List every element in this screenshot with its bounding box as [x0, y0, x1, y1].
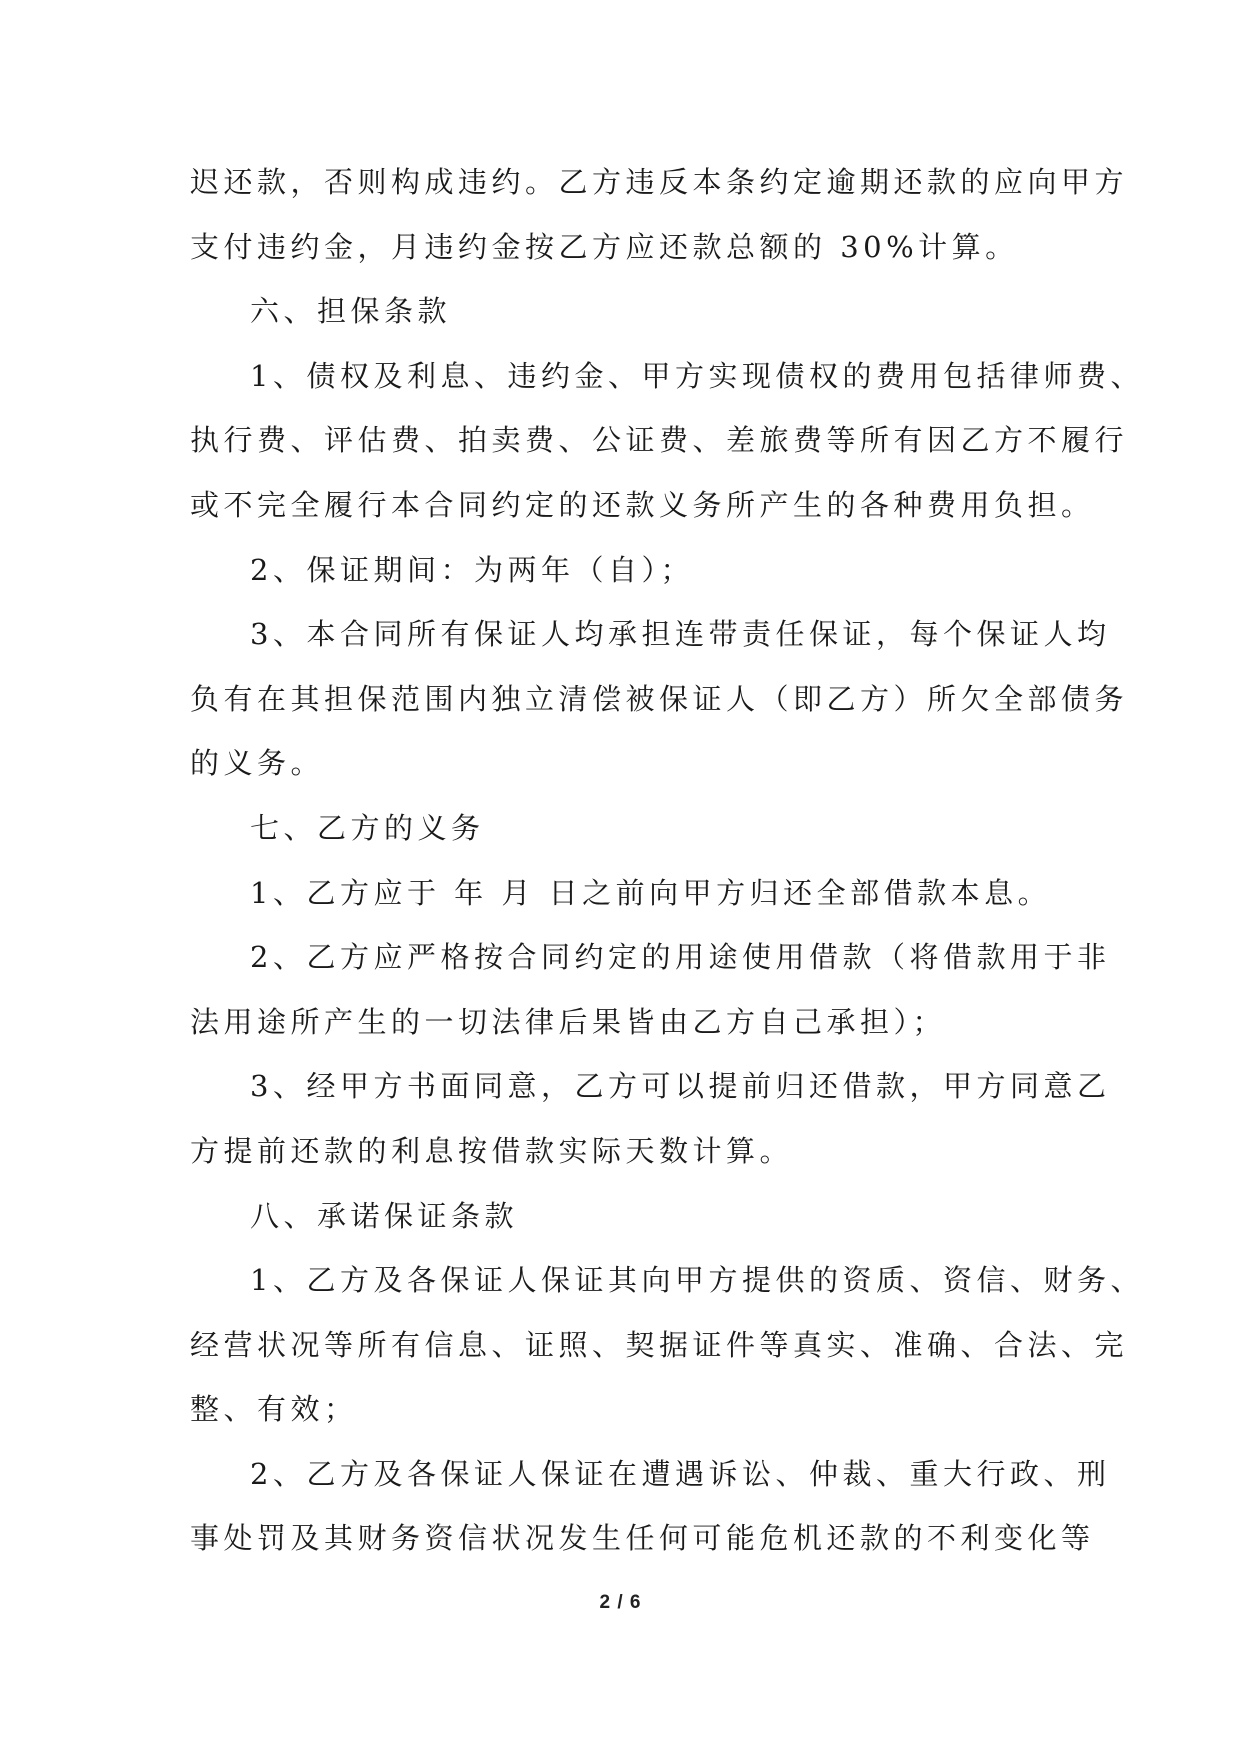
- text-line: 1、乙方及各保证人保证其向甲方提供的资质、资信、财务、: [250, 1263, 1144, 1298]
- text-line: 负有在其担保范围内独立清偿被保证人（即乙方）所欠全部债务: [190, 681, 1129, 716]
- text-line: 迟还款，否则构成违约。乙方违反本条约定逾期还款的应向甲方: [190, 165, 1129, 199]
- text-line: 六、担保条款: [250, 294, 452, 329]
- text-line: 或不完全履行本合同约定的还款义务所产生的各种费用负担。: [190, 487, 1095, 522]
- text-line: 支付违约金，月违约金按乙方应还款总额的 30%计算。: [190, 229, 1019, 264]
- text-line: 七、乙方的义务: [250, 810, 485, 845]
- text-line: 1、乙方应于 年 月 日之前向甲方归还全部借款本息。: [250, 875, 1052, 910]
- text-line: 经营状况等所有信息、证照、契据证件等真实、准确、合法、完: [190, 1327, 1129, 1362]
- text-line: 2、保证期间：为两年（自）；: [250, 552, 694, 587]
- text-line: 2、乙方应严格按合同约定的用途使用借款（将借款用于非: [250, 940, 1111, 975]
- document-body: [190, 150, 1144, 1571]
- text-line: 八、承诺保证条款: [250, 1198, 519, 1233]
- text-line: 1、债权及利息、违约金、甲方实现债权的费用包括律师费、: [250, 358, 1144, 393]
- text-line: 的义务。: [190, 746, 325, 781]
- text-line: 整、有效；: [190, 1392, 358, 1427]
- text-line: 3、本合同所有保证人均承担连带责任保证，每个保证人均: [250, 617, 1111, 652]
- text-line: 法用途所产生的一切法律后果皆由乙方自己承担）；: [190, 1004, 947, 1039]
- text-line: 事处罚及其财务资信状况发生任何可能危机还款的不利变化等: [190, 1521, 1095, 1556]
- text-line: 3、经甲方书面同意，乙方可以提前归还借款，甲方同意乙: [250, 1069, 1111, 1104]
- text-line: 执行费、评估费、拍卖费、公证费、差旅费等所有因乙方不履行: [190, 423, 1129, 458]
- text-line: 方提前还款的利息按借款实际天数计算。: [190, 1133, 794, 1168]
- page-number: 2 / 6: [599, 1592, 642, 1613]
- text-line: 2、乙方及各保证人保证在遭遇诉讼、仲裁、重大行政、刑: [250, 1456, 1111, 1491]
